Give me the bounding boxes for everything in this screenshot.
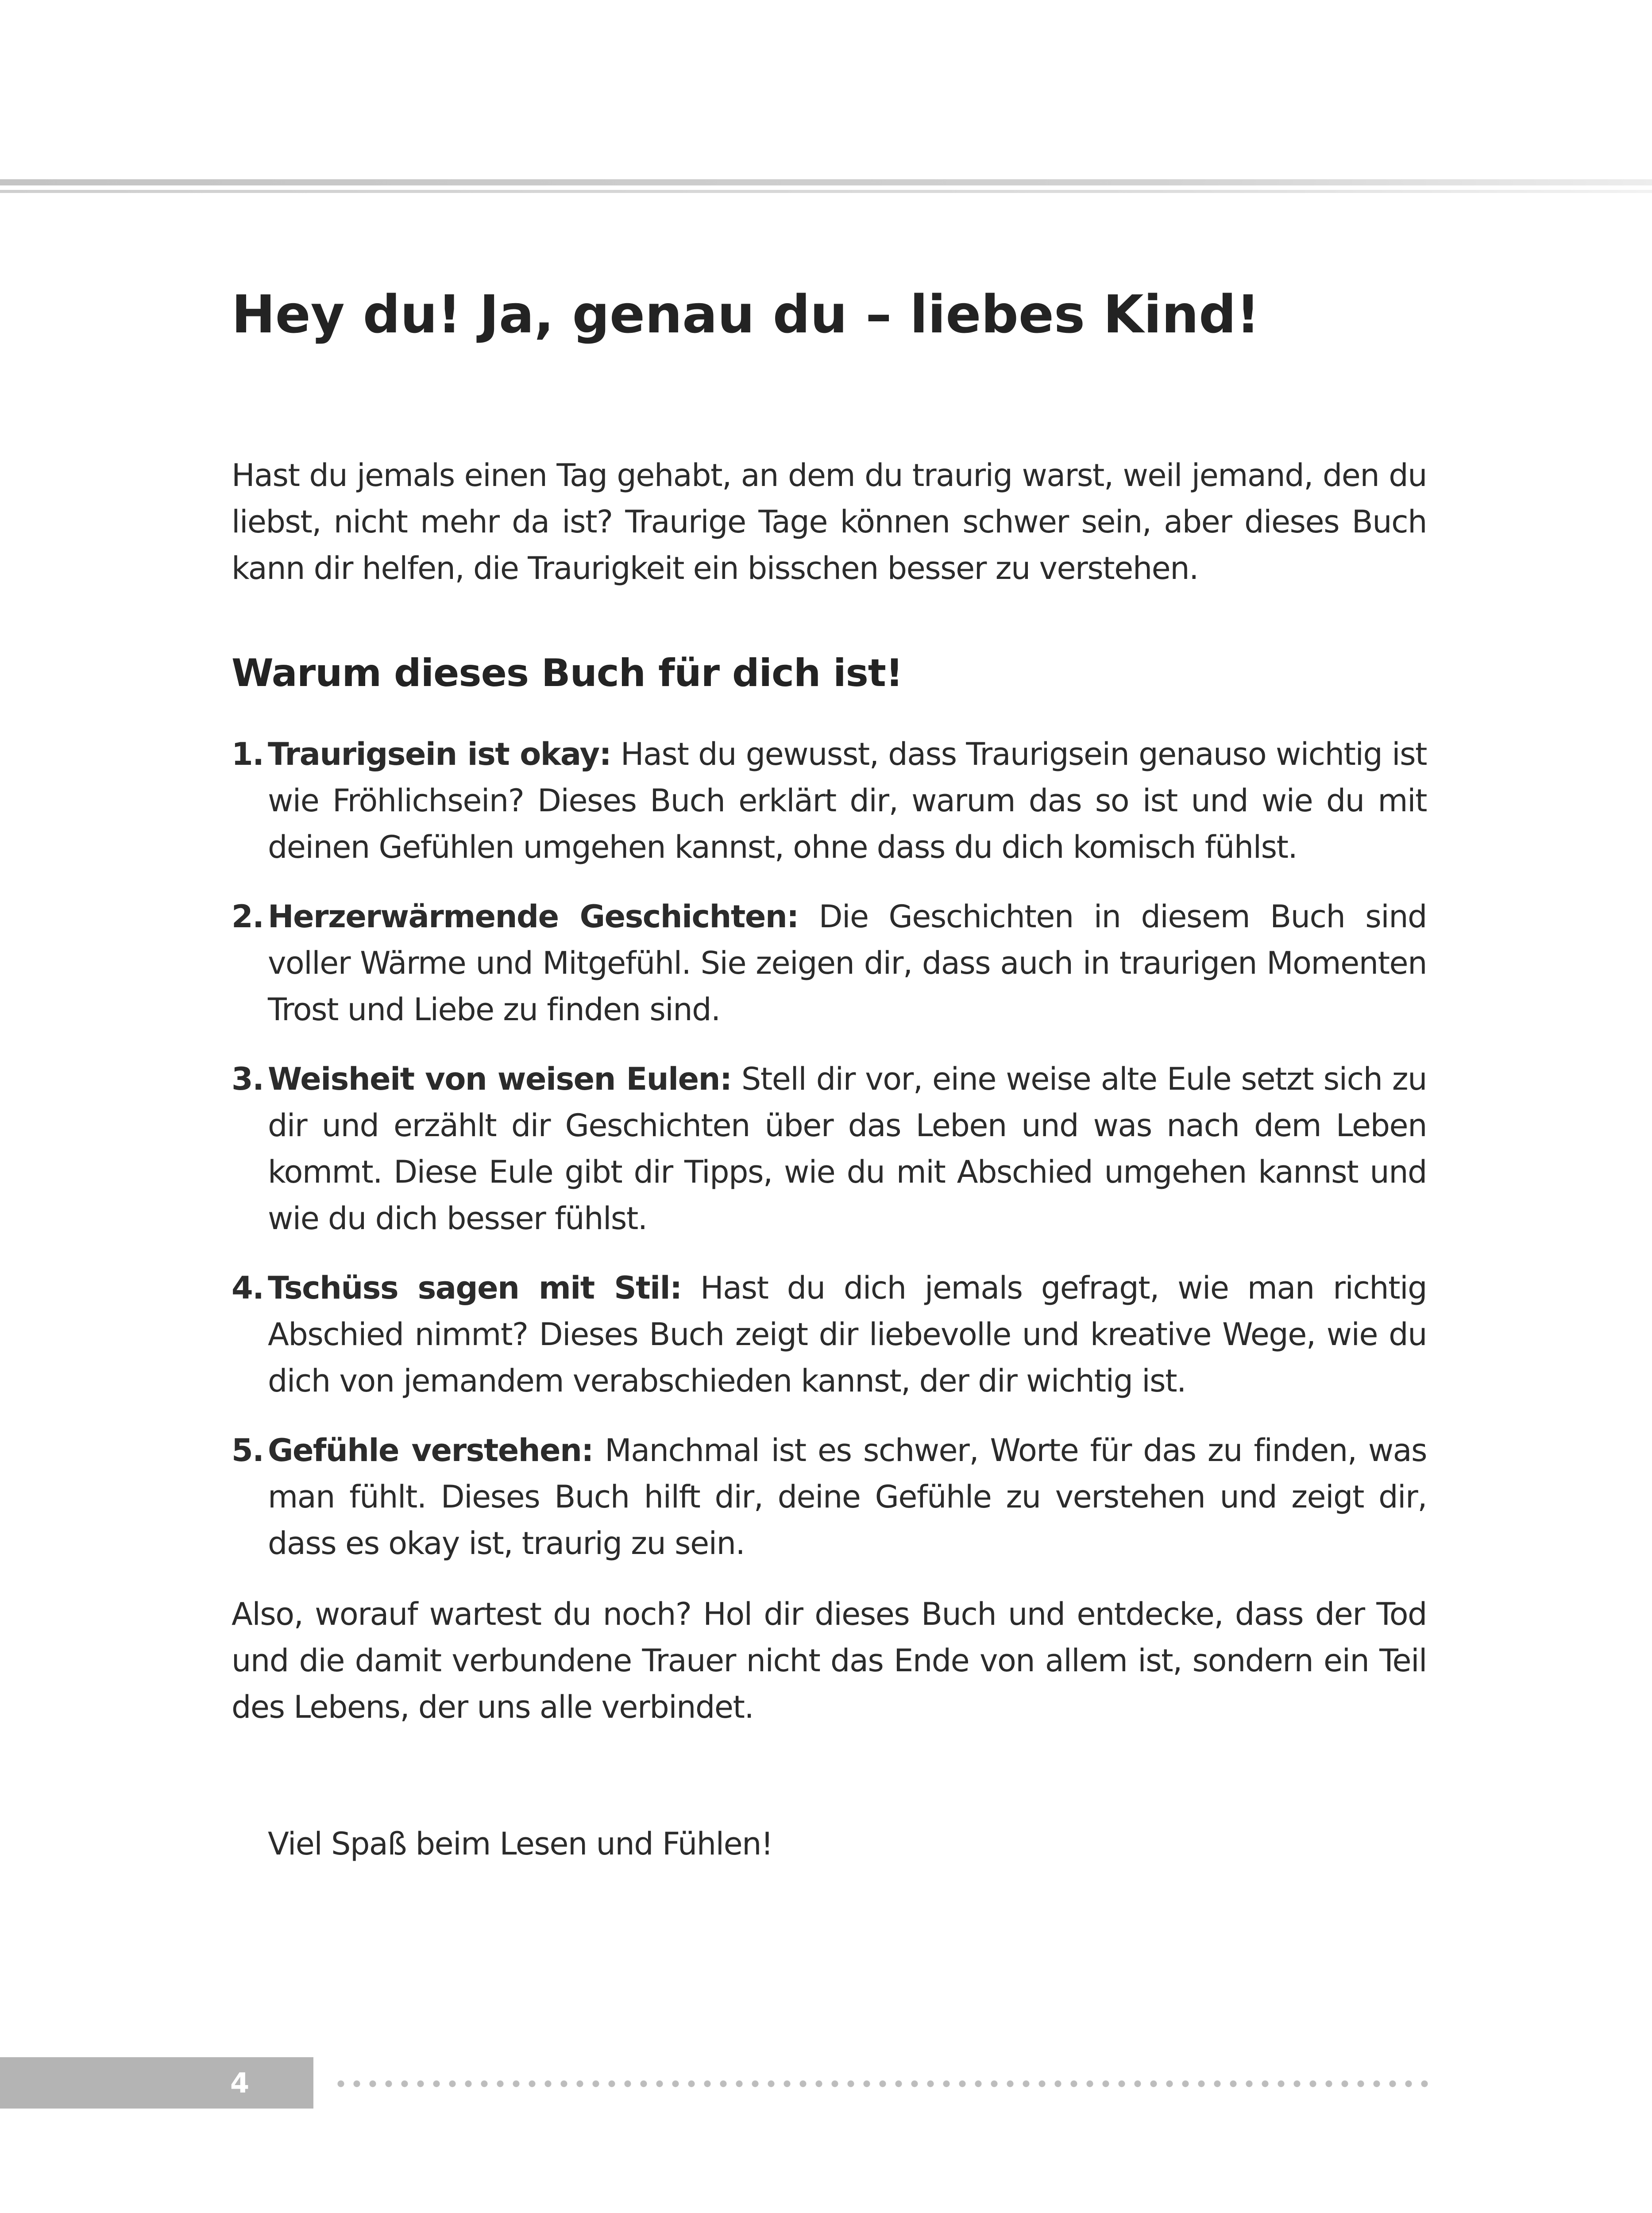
list-item [232, 1056, 1427, 1242]
list-item [232, 1265, 1427, 1404]
list-item-text: Manchmal ist es schwer, Worte für das zu finden, was man fühlt. Dieses Buch hilft dir, deine Gefühle zu verstehen und zeigt dir, dass es okay ist, traurig zu sein. [268, 1432, 1427, 1561]
footer-page-tab [0, 2057, 313, 2109]
page-title: Hey du! Ja, genau du – liebes Kind! [232, 284, 1260, 345]
reasons-list [232, 731, 1427, 1590]
closing-line: Viel Spaß beim Lesen und Fühlen! [268, 1826, 773, 1862]
list-item-number: 5. [232, 1432, 264, 1469]
list-item-number: 1. [232, 736, 264, 772]
header-rule-thick [0, 179, 1652, 185]
list-item [232, 1427, 1427, 1567]
footer-dotted-line [333, 2079, 1431, 2089]
list-item-number: 2. [232, 898, 264, 935]
list-item-term: Herzerwärmende Geschichten: [268, 898, 799, 935]
intro-paragraph: Hast du jemals einen Tag gehabt, an dem du traurig warst, weil jemand, den du liebst, nicht mehr da ist? Traurige Tage können schwer sein, aber dieses Buch kann dir helfen, die Traurigkeit ein bisschen besser zu verstehen. [232, 457, 1427, 586]
list-item-number: 4. [232, 1270, 264, 1306]
header-rule-thin [0, 190, 1652, 193]
list-item-number: 3. [232, 1061, 264, 1097]
list-item-term: Weisheit von weisen Eulen: [268, 1061, 732, 1097]
list-item-text: Hast du gewusst, dass Traurigsein genauso wichtig ist wie Fröhlichsein? Dieses Buch erklärt dir, warum das so ist und wie du mit deinen Gefühlen umgehen kannst, ohne dass du dich komisch fühlst. [268, 736, 1427, 865]
list-item-text: Stell dir vor, eine weise alte Eule setzt sich zu dir und erzählt dir Geschichten über das Leben und was nach dem Leben kommt. Diese Eule gibt dir Tipps, wie du mit Abschied umgehen kannst und wie du dich besser fühlst. [268, 1061, 1427, 1237]
list-item-text: Die Geschichten in diesem Buch sind voller Wärme und Mitgefühl. Sie zeigen dir, dass auch in traurigen Momenten Trost und Liebe zu finden sind. [268, 898, 1427, 1028]
list-item-term: Traurigsein ist okay: [268, 736, 611, 772]
page-number: 4 [230, 2067, 250, 2099]
outro-paragraph: Also, worauf wartest du noch? Hol dir dieses Buch und entdecke, dass der Tod und die damit verbundene Trauer nicht das Ende von allem ist, sondern ein Teil des Lebens, der uns alle verbindet. [232, 1596, 1427, 1725]
list-item [232, 894, 1427, 1033]
list-item-text: Hast du dich jemals gefragt, wie man richtig Abschied nimmt? Dieses Buch zeigt dir liebevolle und kreative Wege, wie du dich von jemandem verabschieden kannst, der dir wichtig ist. [268, 1270, 1427, 1399]
section-heading: Warum dieses Buch für dich ist! [232, 651, 903, 695]
list-item-term: Gefühle verstehen: [268, 1432, 593, 1469]
list-item [232, 731, 1427, 871]
list-item-term: Tschüss sagen mit Stil: [268, 1270, 682, 1306]
